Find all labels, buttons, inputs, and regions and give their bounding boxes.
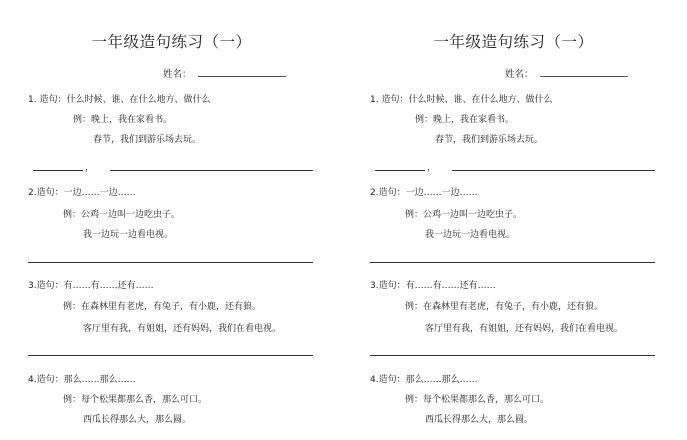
item-3-answer-line[interactable] <box>370 355 655 356</box>
worksheet-right <box>342 0 685 440</box>
item-3-prompt: 3.造句：有……有……还有…… <box>370 281 496 291</box>
item-1-separator: ， <box>85 163 95 173</box>
worksheet-left <box>0 0 343 440</box>
item-1-example-2: 春节，我们到游乐场去玩。 <box>435 135 544 145</box>
item-2-example: 例：公鸡一边叫一边吃虫子。 <box>405 210 523 220</box>
item-2-answer-line[interactable] <box>28 262 313 263</box>
item-1-answer-line-a[interactable] <box>33 170 83 171</box>
item-2-prompt: 2.造句：一边……一边…… <box>370 188 478 198</box>
item-4-example: 例：每个松果都那么香，那么可口。 <box>63 395 208 405</box>
item-4-prompt: 4.造句：那么……那么…… <box>28 375 136 385</box>
name-label: 姓名： <box>505 69 534 80</box>
item-2-answer-line[interactable] <box>370 262 655 263</box>
item-1-example: 例：晚上，我在家看书。 <box>415 115 515 125</box>
worksheet-title: 一年级造句练习（一） <box>91 33 252 51</box>
name-write-line[interactable] <box>540 76 628 77</box>
item-3-example: 例：在森林里有老虎，有兔子，有小鹿，还有狼。 <box>405 302 604 312</box>
item-4-example: 例：每个松果都那么香，那么可口。 <box>405 395 550 405</box>
item-4-prompt: 4.造句：那么……那么…… <box>370 375 478 385</box>
item-1-answer-line-b[interactable] <box>110 170 313 171</box>
item-2-example-2: 我一边玩一边看电视。 <box>425 230 516 240</box>
item-1-separator: ， <box>427 163 437 173</box>
item-4-example-2: 西瓜长得那么大，那么圆。 <box>425 415 534 425</box>
item-1-answer-line-a[interactable] <box>375 170 425 171</box>
item-3-answer-line[interactable] <box>28 355 313 356</box>
item-2-example: 例：公鸡一边叫一边吃虫子。 <box>63 210 181 220</box>
name-label: 姓名： <box>163 69 192 80</box>
item-3-example: 例：在森林里有老虎，有兔子，有小鹿，还有狼。 <box>63 302 262 312</box>
item-2-prompt: 2.造句：一边……一边…… <box>28 188 136 198</box>
worksheet-title: 一年级造句练习（一） <box>433 33 594 51</box>
item-2-example-2: 我一边玩一边看电视。 <box>83 230 174 240</box>
item-1-answer-line-b[interactable] <box>452 170 655 171</box>
item-1-example-2: 春节，我们到游乐场去玩。 <box>93 135 202 145</box>
item-1-example: 例：晚上，我在家看书。 <box>73 115 173 125</box>
item-4-example-2: 西瓜长得那么大，那么圆。 <box>83 415 192 425</box>
item-3-prompt: 3.造句：有……有……还有…… <box>28 281 154 291</box>
item-3-example-2: 客厅里有我，有姐姐，还有妈妈，我们在看电视。 <box>83 324 282 334</box>
item-1-prompt: 1. 造句：什么时候、谁、在什么地方、做什么 <box>28 95 211 105</box>
item-1-prompt: 1. 造句：什么时候、谁、在什么地方、做什么 <box>370 95 553 105</box>
name-write-line[interactable] <box>198 76 286 77</box>
item-3-example-2: 客厅里有我，有姐姐，还有妈妈，我们在看电视。 <box>425 324 624 334</box>
